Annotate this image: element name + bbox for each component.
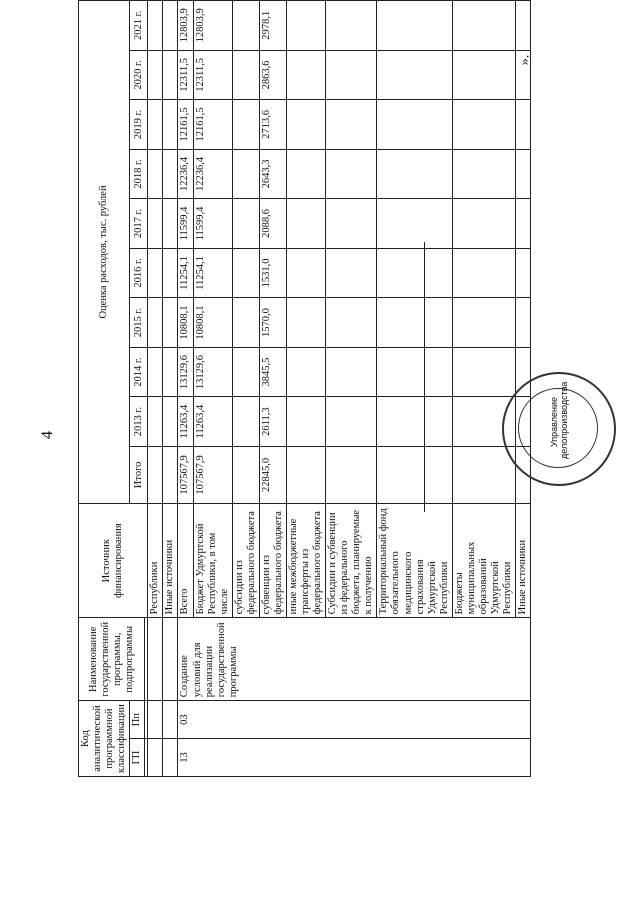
value-cell	[452, 298, 515, 348]
total-cell: 22845,0	[259, 446, 286, 503]
value-cell	[232, 1, 259, 51]
value-cell: 2611,3	[259, 397, 286, 447]
value-cell	[452, 347, 515, 397]
value-cell	[377, 298, 452, 348]
value-cell	[286, 1, 325, 51]
year-header: 2019 г.	[130, 100, 148, 150]
value-cell	[148, 149, 163, 199]
value-cell: 11263,4	[178, 397, 193, 447]
value-cell	[286, 100, 325, 150]
value-cell	[326, 347, 377, 397]
value-cell	[326, 248, 377, 298]
total-cell	[326, 446, 377, 503]
value-cell	[163, 199, 178, 249]
value-cell: 11263,4	[193, 397, 232, 447]
value-cell	[377, 397, 452, 447]
value-cell: 11599,4	[193, 199, 232, 249]
value-cell: 11599,4	[178, 199, 193, 249]
value-cell	[326, 199, 377, 249]
source-cell: Бюджеты муниципальных образований Удмуртской Республики	[452, 503, 515, 617]
value-cell: 2088,6	[259, 199, 286, 249]
value-cell: 12311,5	[193, 50, 232, 100]
value-cell	[163, 248, 178, 298]
value-cell	[163, 446, 178, 503]
value-cell	[232, 248, 259, 298]
value-cell	[148, 248, 163, 298]
total-header: Итого	[130, 446, 148, 503]
source-cell: Субсидии и субвенции из федерального бюджета, планируемые к получению	[326, 503, 377, 617]
source-header: Источник финансирования	[79, 503, 148, 617]
source-cell: Территориальный фонд обязательного медицинского страхования Удмуртской Республики	[377, 503, 452, 617]
value-cell	[163, 1, 178, 51]
name-header: Наименование государственной программы, подпрограммы	[79, 618, 145, 701]
year-header: 2013 г.	[130, 397, 148, 447]
value-cell: 2643,3	[259, 149, 286, 199]
value-cell	[148, 347, 163, 397]
value-cell: 12236,4	[178, 149, 193, 199]
value-cell	[452, 1, 515, 51]
year-header: 2017 г.	[130, 199, 148, 249]
source-cell: субсидии из федерального бюджета	[232, 503, 259, 617]
value-cell	[286, 397, 325, 447]
total-cell	[232, 446, 259, 503]
total-cell	[286, 446, 325, 503]
program-name-cell: Создание условий для реализации государственной программы	[178, 618, 531, 701]
value-cell	[377, 100, 452, 150]
value-cell: 12803,9	[178, 1, 193, 51]
page-number: 4	[39, 431, 56, 439]
name-cell	[163, 618, 178, 701]
table-row	[163, 1, 178, 777]
value-cell	[232, 50, 259, 100]
value-cell	[286, 50, 325, 100]
table-row	[178, 1, 193, 777]
year-header: 2014 г.	[130, 347, 148, 397]
value-cell	[377, 347, 452, 397]
value-cell: 10808,1	[178, 298, 193, 348]
source-cell: субвенции из федерального бюджета	[259, 503, 286, 617]
value-cell: 1531,0	[259, 248, 286, 298]
value-cell: 12236,4	[193, 149, 232, 199]
gp-cell: 13	[178, 739, 531, 777]
year-header: 2020 г.	[130, 50, 148, 100]
value-cell	[163, 397, 178, 447]
official-seal	[502, 372, 616, 486]
value-cell: 11254,1	[178, 248, 193, 298]
value-cell: 2863,6	[259, 50, 286, 100]
year-header: 2018 г.	[130, 149, 148, 199]
year-header: 2021 г.	[130, 1, 148, 51]
value-cell: 12803,9	[193, 1, 232, 51]
value-cell	[326, 397, 377, 447]
value-cell	[163, 50, 178, 100]
value-cell	[286, 199, 325, 249]
value-cell	[326, 298, 377, 348]
value-cell	[286, 298, 325, 348]
value-cell: 12161,5	[193, 100, 232, 150]
value-cell	[163, 347, 178, 397]
value-cell: 11254,1	[193, 248, 232, 298]
value-cell	[516, 248, 531, 298]
value-cell: 13129,6	[193, 347, 232, 397]
total-cell: 107567,9	[178, 446, 193, 503]
signature-line	[424, 242, 425, 512]
value-cell	[232, 100, 259, 150]
value-cell	[326, 50, 377, 100]
value-cell	[377, 50, 452, 100]
pp-cell: 03	[178, 701, 531, 739]
value-cell: 12161,5	[178, 100, 193, 150]
value-cell	[326, 149, 377, 199]
value-cell	[452, 248, 515, 298]
source-cell: Иные источники	[163, 503, 178, 617]
source-cell: Иные источники	[516, 503, 531, 617]
value-cell	[148, 397, 163, 447]
value-cell	[148, 50, 163, 100]
value-cell	[516, 149, 531, 199]
closing-quote: ».	[517, 54, 533, 66]
pp-cell	[163, 701, 178, 739]
value-cell	[377, 1, 452, 51]
value-cell	[232, 347, 259, 397]
source-cell: Республики	[148, 503, 163, 617]
year-header: 2015 г.	[130, 298, 148, 348]
source-cell: Бюджет Удмуртской Республики, в том числе	[193, 503, 232, 617]
value-cell	[326, 1, 377, 51]
value-cell	[286, 248, 325, 298]
value-cell	[232, 149, 259, 199]
value-cell	[326, 100, 377, 150]
value-cell	[148, 1, 163, 51]
value-cell	[148, 298, 163, 348]
value-cell	[377, 248, 452, 298]
total-cell	[377, 446, 452, 503]
value-cell	[452, 149, 515, 199]
value-cell	[516, 100, 531, 150]
pp-cell	[148, 701, 163, 739]
value-cell	[516, 199, 531, 249]
gp-header: ГП	[130, 739, 145, 777]
seal-text: Управление делопроизводства	[549, 381, 569, 459]
value-cell	[163, 100, 178, 150]
value-cell: 3845,5	[259, 347, 286, 397]
value-cell	[232, 397, 259, 447]
value-cell	[163, 149, 178, 199]
value-cell: 2978,1	[259, 1, 286, 51]
name-cell	[148, 618, 163, 701]
source-cell: Всего	[178, 503, 193, 617]
pp-header: Пп	[130, 701, 145, 739]
value-cell	[148, 100, 163, 150]
code-group-header: Код аналитической программной классификации	[79, 701, 130, 777]
value-cell	[452, 100, 515, 150]
value-cell	[232, 199, 259, 249]
value-cell: 12311,5	[178, 50, 193, 100]
value-cell	[452, 199, 515, 249]
value-cell: 2713,6	[259, 100, 286, 150]
value-cell	[163, 298, 178, 348]
value-cell	[286, 149, 325, 199]
value-cell	[377, 149, 452, 199]
total-cell	[452, 446, 515, 503]
value-cell	[452, 50, 515, 100]
source-cell: иные межбюджетные трансферты из федерального бюджета	[286, 503, 325, 617]
gp-cell	[148, 739, 163, 777]
value-cell: 13129,6	[178, 347, 193, 397]
value-cell	[377, 199, 452, 249]
value-cell: 10808,1	[193, 298, 232, 348]
value-cell	[516, 298, 531, 348]
estimate-header: Оценка расходов, тыс. рублей	[79, 1, 130, 504]
year-header: 2016 г.	[130, 248, 148, 298]
gp-cell	[163, 739, 178, 777]
value-cell	[148, 446, 163, 503]
value-cell	[286, 347, 325, 397]
value-cell	[148, 199, 163, 249]
table-row	[148, 1, 163, 777]
value-cell	[516, 1, 531, 51]
total-cell: 107567,9	[193, 446, 232, 503]
financing-table	[78, 0, 531, 777]
value-cell	[232, 298, 259, 348]
value-cell: 1570,0	[259, 298, 286, 348]
